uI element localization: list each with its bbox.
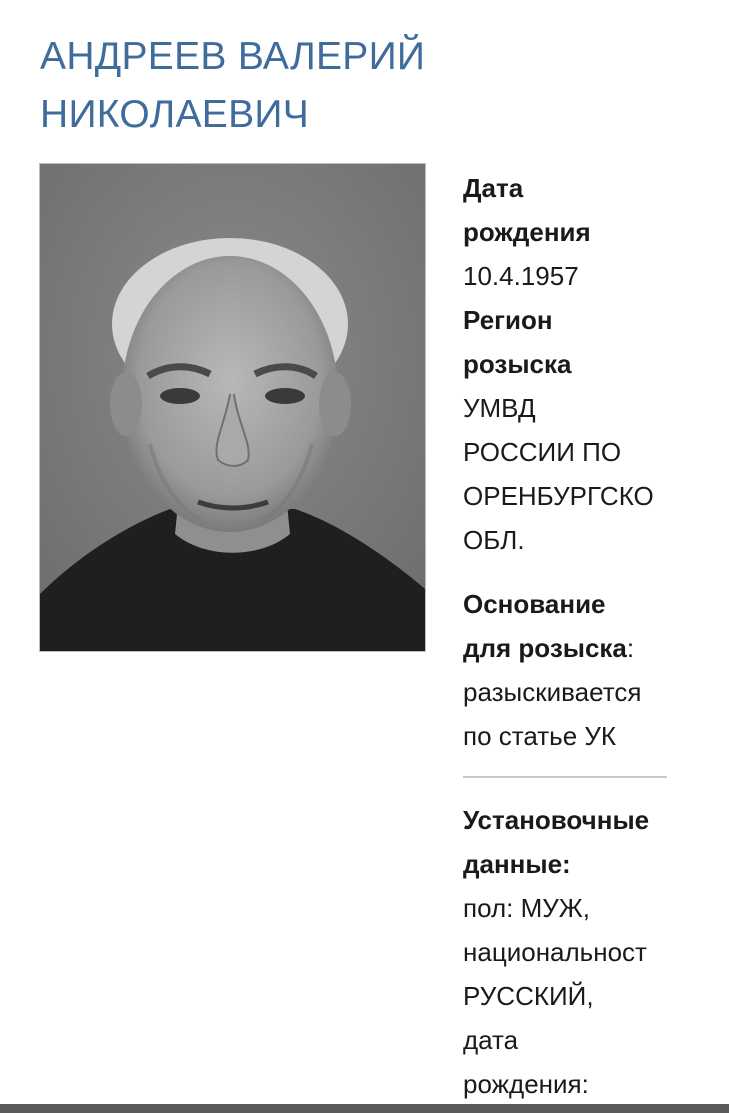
search-basis-label-line1: Основание <box>463 589 606 619</box>
search-basis-value-line: по статье УК <box>463 721 617 751</box>
person-name-line2: НИКОЛАЕВИЧ <box>40 93 310 136</box>
search-basis-label-line2: для розыска <box>463 633 627 663</box>
section-divider <box>463 776 667 778</box>
details-value-line: национальност <box>463 937 647 967</box>
search-basis-value-line: разыскивается <box>463 677 642 707</box>
details-label-line2: данные: <box>463 849 571 879</box>
bottom-scroll-bar[interactable] <box>0 1104 729 1113</box>
details-label-line1: Установочные <box>463 805 650 835</box>
search-region-value-line: ОБЛ. <box>463 525 525 555</box>
birth-date-label-line1: Дата <box>463 173 524 203</box>
search-basis-label-row <box>463 626 667 670</box>
person-name-line1: АНДРЕЕВ ВАЛЕРИЙ <box>40 35 426 78</box>
search-basis-colon: : <box>626 633 635 663</box>
person-name-title <box>40 28 700 144</box>
search-region-value-line: ОРЕНБУРГСКО <box>463 481 654 511</box>
birth-date-label-line2: рождения <box>463 217 591 247</box>
search-region-value-line: РОССИИ ПО <box>463 437 622 467</box>
birth-date-value: 10.4.1957 <box>463 261 579 291</box>
person-info-panel <box>463 166 667 1106</box>
details-value-line: рождения: <box>463 1069 589 1099</box>
search-region-label-line1: Регион <box>463 305 553 335</box>
search-region-label-line2: розыска <box>463 349 572 379</box>
search-region-value-line: УМВД <box>463 393 536 423</box>
person-photo <box>39 163 426 652</box>
details-value-line: пол: МУЖ, <box>463 893 590 923</box>
section-gap <box>463 562 667 582</box>
details-value-line: РУССКИЙ, <box>463 981 594 1011</box>
details-value-line: дата <box>463 1025 519 1055</box>
